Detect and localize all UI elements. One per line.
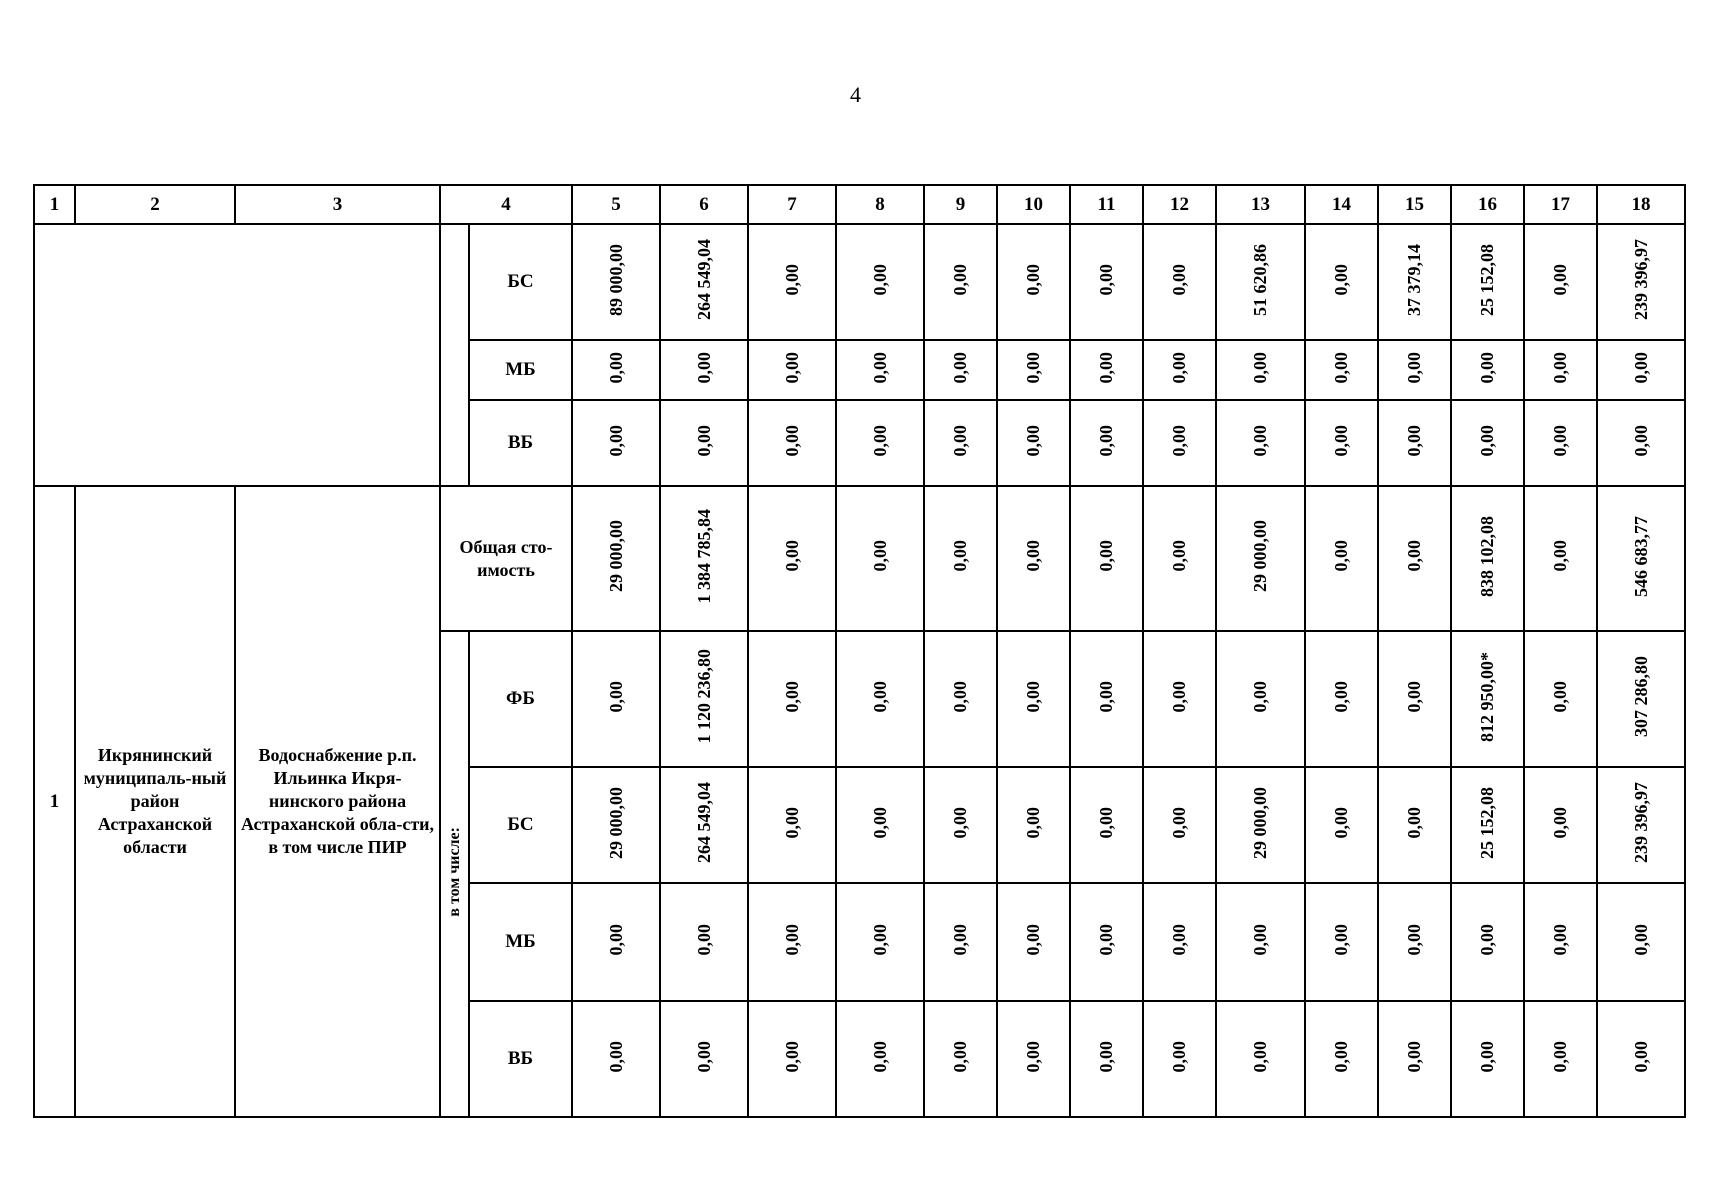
cell-value: 0,00 xyxy=(869,351,890,384)
value-cell xyxy=(1378,486,1451,631)
continuation-blank xyxy=(34,224,440,486)
value-cell xyxy=(1597,1001,1685,1117)
including-label: в том числе: xyxy=(445,826,463,917)
value-cell xyxy=(836,400,924,486)
value-cell xyxy=(1524,767,1597,883)
cell-value: 0,00 xyxy=(1630,351,1651,384)
value-cell xyxy=(924,883,997,1001)
value-cell xyxy=(1524,224,1597,340)
cell-value: 0,00 xyxy=(781,424,802,457)
cell-value: 0,00 xyxy=(605,351,626,384)
value-cell xyxy=(1451,767,1524,883)
value-cell xyxy=(1216,486,1305,631)
value-cell xyxy=(1143,340,1216,400)
value-cell xyxy=(660,631,748,767)
value-cell xyxy=(1070,400,1143,486)
col-header: 7 xyxy=(748,185,836,224)
cell-value: 0,00 xyxy=(1096,806,1116,839)
cell-value: 0,00 xyxy=(1096,351,1116,384)
cell-value: 0,00 xyxy=(1096,1040,1116,1073)
cell-value: 307 286,80 xyxy=(1630,656,1651,737)
value-cell xyxy=(1524,1001,1597,1117)
cell-value: 0,00 xyxy=(1404,680,1424,713)
value-cell xyxy=(1597,224,1685,340)
cell-value: 0,00 xyxy=(869,540,890,572)
value-cell xyxy=(924,631,997,767)
value-cell xyxy=(1143,883,1216,1001)
value-cell xyxy=(997,400,1070,486)
value-cell xyxy=(660,486,748,631)
col-header: 2 xyxy=(75,185,235,224)
cell-value: 51 620,86 xyxy=(1250,243,1270,316)
value-cell xyxy=(997,224,1070,340)
cell-value: 0,00 xyxy=(1404,540,1424,572)
cell-value: 546 683,77 xyxy=(1630,515,1651,597)
cell-value: 0,00 xyxy=(869,263,890,296)
value-cell xyxy=(1305,883,1378,1001)
value-cell xyxy=(660,767,748,883)
value-cell xyxy=(1143,224,1216,340)
value-cell xyxy=(1597,400,1685,486)
value-cell xyxy=(1378,1001,1451,1117)
total-cost-label: Общая сто-имость xyxy=(440,486,572,631)
cell-value: 239 396,97 xyxy=(1630,239,1651,320)
cell-value: 29 000,00 xyxy=(605,786,626,859)
row-label: ВБ xyxy=(469,400,572,486)
cell-value: 0,00 xyxy=(1477,351,1497,384)
value-cell xyxy=(836,631,924,767)
value-cell xyxy=(1597,883,1685,1001)
value-cell xyxy=(1216,631,1305,767)
cell-value: 0,00 xyxy=(1023,806,1043,839)
cell-value: 0,00 xyxy=(1169,263,1189,296)
cell-value: 29 000,00 xyxy=(1250,786,1270,859)
value-cell xyxy=(1597,340,1685,400)
value-cell xyxy=(572,767,660,883)
cell-value: 0,00 xyxy=(1169,1040,1189,1073)
col-header: 14 xyxy=(1305,185,1378,224)
cell-value: 0,00 xyxy=(1550,540,1570,572)
value-cell xyxy=(1451,340,1524,400)
value-cell xyxy=(1378,767,1451,883)
value-cell xyxy=(660,400,748,486)
project-name: Водоснабжение р.п. Ильинка Икря-нинского района Астраханской обла-сти, в том числе ПИР xyxy=(235,486,440,1117)
value-cell xyxy=(1070,631,1143,767)
value-cell xyxy=(572,631,660,767)
value-cell xyxy=(1305,631,1378,767)
cell-value: 0,00 xyxy=(1250,923,1270,956)
value-cell xyxy=(748,486,836,631)
cell-value: 0,00 xyxy=(1630,923,1651,956)
cell-value: 0,00 xyxy=(1096,540,1116,572)
header-row xyxy=(34,185,1685,224)
including-label-cell xyxy=(440,631,469,1117)
cell-value: 0,00 xyxy=(950,540,970,572)
cell-value: 0,00 xyxy=(1096,923,1116,956)
cell-value: 0,00 xyxy=(1331,424,1351,457)
cell-value: 0,00 xyxy=(1630,1040,1651,1073)
col-header: 12 xyxy=(1143,185,1216,224)
value-cell xyxy=(997,1001,1070,1117)
value-cell xyxy=(1597,767,1685,883)
cell-value: 264 549,04 xyxy=(693,782,714,863)
cell-value: 0,00 xyxy=(1023,923,1043,956)
cell-value: 0,00 xyxy=(1169,680,1189,713)
value-cell xyxy=(660,340,748,400)
cell-value: 0,00 xyxy=(1404,806,1424,839)
value-cell xyxy=(1216,1001,1305,1117)
value-cell xyxy=(1143,631,1216,767)
budget-table xyxy=(33,184,1686,1118)
cell-value: 264 549,04 xyxy=(693,239,714,320)
value-cell xyxy=(748,400,836,486)
value-cell xyxy=(1597,631,1685,767)
table-row xyxy=(34,224,1685,340)
value-cell xyxy=(1451,1001,1524,1117)
cell-value: 0,00 xyxy=(1250,680,1270,713)
value-cell xyxy=(1070,224,1143,340)
col-header: 8 xyxy=(836,185,924,224)
col-header: 15 xyxy=(1378,185,1451,224)
cell-value: 89 000,00 xyxy=(605,243,626,316)
value-cell xyxy=(1216,767,1305,883)
value-cell xyxy=(1451,400,1524,486)
row-label: ВБ xyxy=(469,1001,572,1117)
cell-value: 0,00 xyxy=(1550,806,1570,839)
cell-value: 0,00 xyxy=(1630,424,1651,457)
cell-value: 0,00 xyxy=(1250,351,1270,384)
value-cell xyxy=(748,631,836,767)
value-cell xyxy=(836,224,924,340)
value-cell xyxy=(1524,340,1597,400)
value-cell xyxy=(1378,340,1451,400)
value-cell xyxy=(1451,486,1524,631)
value-cell xyxy=(1143,1001,1216,1117)
cell-value: 0,00 xyxy=(1550,923,1570,956)
cell-value: 0,00 xyxy=(950,263,970,296)
value-cell xyxy=(836,883,924,1001)
value-cell xyxy=(572,486,660,631)
value-cell xyxy=(572,1001,660,1117)
col-header: 4 xyxy=(440,185,572,224)
cell-value: 0,00 xyxy=(950,424,970,457)
cell-value: 0,00 xyxy=(781,263,802,296)
cell-value: 0,00 xyxy=(781,923,802,956)
value-cell xyxy=(997,486,1070,631)
cell-value: 0,00 xyxy=(1404,923,1424,956)
value-cell xyxy=(1070,486,1143,631)
cell-value: 0,00 xyxy=(693,424,714,457)
value-cell xyxy=(660,1001,748,1117)
cell-value: 0,00 xyxy=(1169,540,1189,572)
cell-value: 0,00 xyxy=(1023,424,1043,457)
value-cell xyxy=(1524,631,1597,767)
cell-value: 0,00 xyxy=(1550,680,1570,713)
col-header: 10 xyxy=(997,185,1070,224)
col-header: 18 xyxy=(1597,185,1685,224)
cell-value: 0,00 xyxy=(950,923,970,956)
row-label: МБ xyxy=(469,340,572,400)
cell-value: 0,00 xyxy=(781,1040,802,1073)
district-name: Икрянинский муниципаль-ный район Астраханской области xyxy=(75,486,235,1117)
cell-value: 0,00 xyxy=(1477,1040,1497,1073)
cell-value: 0,00 xyxy=(1250,1040,1270,1073)
cell-value: 0,00 xyxy=(605,923,626,956)
cell-value: 29 000,00 xyxy=(1250,520,1270,592)
value-cell xyxy=(1597,486,1685,631)
value-cell xyxy=(997,631,1070,767)
value-cell xyxy=(1451,631,1524,767)
value-cell xyxy=(748,767,836,883)
value-cell xyxy=(1070,1001,1143,1117)
row-label: БС xyxy=(469,224,572,340)
col-header: 1 xyxy=(34,185,75,224)
value-cell xyxy=(1305,1001,1378,1117)
cell-value: 0,00 xyxy=(1169,424,1189,457)
cell-value: 0,00 xyxy=(1096,680,1116,713)
cell-value: 812 950,00* xyxy=(1477,651,1497,742)
value-cell xyxy=(924,486,997,631)
value-cell xyxy=(924,400,997,486)
cell-value: 0,00 xyxy=(1169,806,1189,839)
value-cell xyxy=(572,400,660,486)
value-cell xyxy=(997,340,1070,400)
cell-value: 0,00 xyxy=(1331,923,1351,956)
cell-value: 0,00 xyxy=(1550,1040,1570,1073)
value-cell xyxy=(1378,631,1451,767)
value-cell xyxy=(1305,400,1378,486)
value-cell xyxy=(1070,767,1143,883)
cell-value: 0,00 xyxy=(1250,424,1270,457)
cell-value: 1 120 236,80 xyxy=(693,649,714,744)
cell-value: 0,00 xyxy=(950,806,970,839)
row-label: БС xyxy=(469,767,572,883)
value-cell xyxy=(1451,883,1524,1001)
cell-value: 0,00 xyxy=(1331,1040,1351,1073)
value-cell xyxy=(572,224,660,340)
cell-value: 0,00 xyxy=(605,680,626,713)
value-cell xyxy=(1524,883,1597,1001)
cell-value: 0,00 xyxy=(1477,424,1497,457)
cell-value: 0,00 xyxy=(1550,263,1570,296)
cell-value: 0,00 xyxy=(1331,263,1351,296)
value-cell xyxy=(748,224,836,340)
col-header: 9 xyxy=(924,185,997,224)
page-number: 4 xyxy=(850,82,861,107)
cell-value: 0,00 xyxy=(781,680,802,713)
value-cell xyxy=(1305,767,1378,883)
cell-value: 0,00 xyxy=(781,351,802,384)
value-cell xyxy=(1378,400,1451,486)
value-cell xyxy=(836,340,924,400)
cell-value: 37 379,14 xyxy=(1404,243,1424,316)
cell-value: 0,00 xyxy=(1023,263,1043,296)
value-cell xyxy=(572,883,660,1001)
cell-value: 25 152,08 xyxy=(1477,786,1497,859)
cell-value: 0,00 xyxy=(1023,1040,1043,1073)
col-header: 5 xyxy=(572,185,660,224)
value-cell xyxy=(1216,883,1305,1001)
value-cell xyxy=(660,224,748,340)
value-cell xyxy=(997,767,1070,883)
value-cell xyxy=(1451,224,1524,340)
value-cell xyxy=(660,883,748,1001)
value-cell xyxy=(748,340,836,400)
cell-value: 0,00 xyxy=(869,806,890,839)
cell-value: 0,00 xyxy=(1169,923,1189,956)
value-cell xyxy=(1216,340,1305,400)
value-cell xyxy=(1305,340,1378,400)
cell-value: 0,00 xyxy=(1404,1040,1424,1073)
cell-value: 0,00 xyxy=(950,680,970,713)
value-cell xyxy=(572,340,660,400)
value-cell xyxy=(924,340,997,400)
cell-value: 838 102,08 xyxy=(1477,515,1497,597)
col-header: 11 xyxy=(1070,185,1143,224)
value-cell xyxy=(1305,224,1378,340)
value-cell xyxy=(1524,400,1597,486)
cell-value: 0,00 xyxy=(1023,680,1043,713)
col-header: 16 xyxy=(1451,185,1524,224)
cell-value: 0,00 xyxy=(869,1040,890,1073)
value-cell xyxy=(1216,224,1305,340)
cell-value: 0,00 xyxy=(605,1040,626,1073)
col-header: 3 xyxy=(235,185,440,224)
cell-value: 0,00 xyxy=(1550,351,1570,384)
value-cell xyxy=(748,1001,836,1117)
cell-value: 0,00 xyxy=(869,923,890,956)
cell-value: 0,00 xyxy=(1477,923,1497,956)
cell-value: 0,00 xyxy=(781,806,802,839)
table-row xyxy=(34,486,1685,631)
cell-value: 1 384 785,84 xyxy=(693,508,714,604)
value-cell xyxy=(924,224,997,340)
continuation-gap xyxy=(440,224,469,486)
cell-value: 0,00 xyxy=(1404,424,1424,457)
value-cell xyxy=(1378,224,1451,340)
value-cell xyxy=(924,767,997,883)
value-cell xyxy=(748,883,836,1001)
value-cell xyxy=(1305,486,1378,631)
value-cell xyxy=(1378,883,1451,1001)
cell-value: 0,00 xyxy=(1404,351,1424,384)
cell-value: 0,00 xyxy=(1169,351,1189,384)
value-cell xyxy=(836,486,924,631)
cell-value: 0,00 xyxy=(693,923,714,956)
value-cell xyxy=(924,1001,997,1117)
cell-value: 25 152,08 xyxy=(1477,243,1497,316)
cell-value: 0,00 xyxy=(1096,424,1116,457)
value-cell xyxy=(1070,340,1143,400)
item-number: 1 xyxy=(34,486,75,1117)
cell-value: 0,00 xyxy=(693,1040,714,1073)
row-label: МБ xyxy=(469,883,572,1001)
cell-value: 0,00 xyxy=(950,1040,970,1073)
cell-value: 0,00 xyxy=(1023,351,1043,384)
cell-value: 0,00 xyxy=(869,424,890,457)
cell-value: 0,00 xyxy=(1331,351,1351,384)
value-cell xyxy=(1524,486,1597,631)
cell-value: 0,00 xyxy=(950,351,970,384)
cell-value: 0,00 xyxy=(1023,540,1043,572)
col-header: 13 xyxy=(1216,185,1305,224)
value-cell xyxy=(836,1001,924,1117)
col-header: 17 xyxy=(1524,185,1597,224)
row-label: ФБ xyxy=(469,631,572,767)
cell-value: 0,00 xyxy=(1331,806,1351,839)
cell-value: 0,00 xyxy=(1096,263,1116,296)
cell-value: 0,00 xyxy=(1331,680,1351,713)
cell-value: 239 396,97 xyxy=(1630,782,1651,863)
value-cell xyxy=(1143,400,1216,486)
cell-value: 0,00 xyxy=(605,424,626,457)
value-cell xyxy=(1070,883,1143,1001)
cell-value: 0,00 xyxy=(781,540,802,572)
cell-value: 0,00 xyxy=(869,680,890,713)
cell-value: 0,00 xyxy=(693,351,714,384)
value-cell xyxy=(1143,486,1216,631)
cell-value: 0,00 xyxy=(1331,540,1351,572)
cell-value: 29 000,00 xyxy=(605,520,626,592)
value-cell xyxy=(997,883,1070,1001)
cell-value: 0,00 xyxy=(1550,424,1570,457)
value-cell xyxy=(1216,400,1305,486)
value-cell xyxy=(836,767,924,883)
col-header: 6 xyxy=(660,185,748,224)
value-cell xyxy=(1143,767,1216,883)
